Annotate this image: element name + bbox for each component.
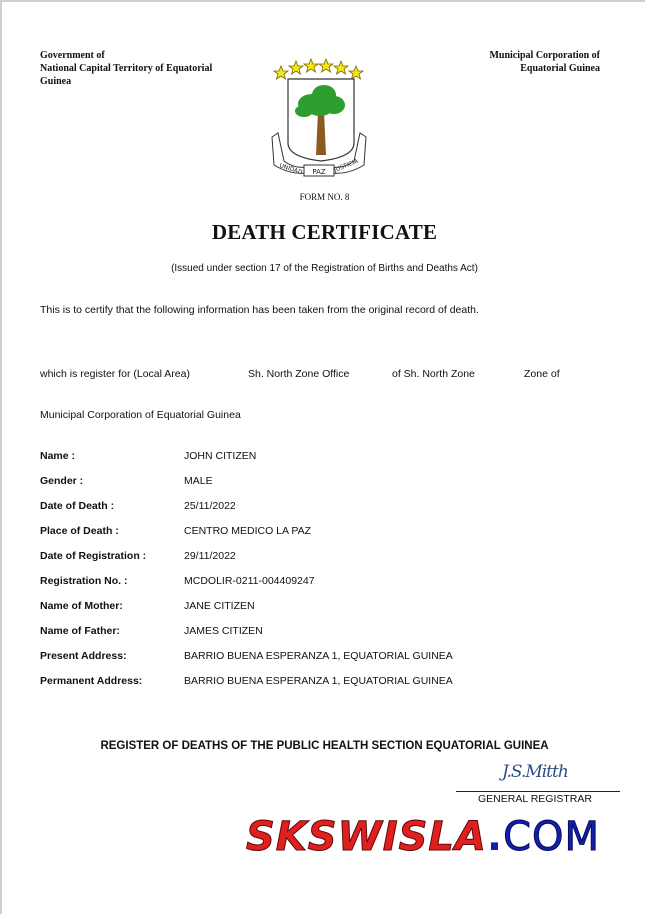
- motto-center: PAZ: [312, 168, 326, 176]
- motto-right: JUSTICIA: [333, 157, 360, 174]
- header-left-line: National Capital Territory of Equatorial: [40, 63, 213, 74]
- register-title: REGISTER OF DEATHS OF THE PUBLIC HEALTH SECTION EQUATORIAL GUINEA: [100, 740, 549, 752]
- field-value: JANE CITIZEN: [184, 600, 255, 612]
- area-zone: of Sh. North Zone: [392, 368, 475, 380]
- field-row-registration-no: [40, 575, 453, 600]
- document-title: DEATH CERTIFICATE: [211, 220, 438, 244]
- area-prefix: which is register for (Local Area): [40, 368, 190, 380]
- field-value: JAMES CITIZEN: [184, 625, 263, 637]
- field-label: Registration No. :: [40, 575, 128, 587]
- field-value: MALE: [184, 475, 213, 487]
- watermark-tld: COM: [503, 814, 601, 860]
- field-row-mother: [40, 600, 453, 625]
- field-row-permanent-address: [40, 675, 453, 700]
- certificate-fields: [40, 450, 453, 700]
- area-zone-of: Zone of: [524, 368, 560, 380]
- field-label: Present Address:: [40, 650, 127, 662]
- field-value: JOHN CITIZEN: [184, 450, 257, 462]
- area-office: Sh. North Zone Office: [248, 368, 350, 380]
- star-icon: [349, 66, 363, 79]
- header-left-line: Guinea: [40, 76, 72, 87]
- certify-statement: This is to certify that the following information has been taken from the original record of death.: [40, 304, 479, 316]
- watermark-dot: .: [486, 814, 504, 860]
- header-right-line: Equatorial Guinea: [520, 63, 600, 74]
- field-value: BARRIO BUENA ESPERANZA 1, EQUATORIAL GUINEA: [184, 675, 453, 687]
- motto-left: UNIDAD: [278, 162, 304, 177]
- stars-group: [274, 59, 363, 79]
- field-row-date-of-death: [40, 500, 453, 525]
- field-label: Name of Mother:: [40, 600, 123, 612]
- field-label: Place of Death :: [40, 525, 119, 537]
- field-label: Name of Father:: [40, 625, 120, 637]
- field-row-father: [40, 625, 453, 650]
- form-number: FORM NO. 8: [299, 192, 350, 202]
- star-icon: [274, 66, 288, 79]
- field-value: MCDOLIR-0211-004409247: [184, 575, 315, 587]
- field-label: Name :: [40, 450, 76, 462]
- field-row-name: [40, 450, 453, 475]
- document-subtitle: (Issued under section 17 of the Registration of Births and Deaths Act): [171, 263, 478, 274]
- signature-title: GENERAL REGISTRAR: [478, 793, 592, 805]
- star-icon: [304, 59, 318, 72]
- field-row-present-address: [40, 650, 453, 675]
- watermark: [246, 814, 600, 860]
- star-icon: [289, 61, 303, 74]
- field-label: Date of Registration :: [40, 550, 147, 562]
- field-value: 25/11/2022: [184, 500, 236, 512]
- field-value: BARRIO BUENA ESPERANZA 1, EQUATORIAL GUINEA: [184, 650, 453, 662]
- registrar-signature: J.S.Mitth: [502, 762, 568, 782]
- field-value: CENTRO MEDICO LA PAZ: [184, 525, 311, 537]
- field-row-date-of-registration: [40, 550, 453, 575]
- field-label: Gender :: [40, 475, 84, 487]
- municipality-line: Municipal Corporation of Equatorial Guinea: [40, 409, 241, 421]
- field-label: Permanent Address:: [40, 675, 143, 687]
- header-municipal: [489, 49, 600, 75]
- coat-of-arms-icon: [264, 57, 374, 182]
- header-left-line: Government of: [40, 50, 105, 61]
- field-row-gender: [40, 475, 453, 500]
- watermark-name: SKSWISLA: [246, 814, 487, 860]
- header-government: [40, 49, 212, 88]
- header-right-line: Municipal Corporation of: [489, 50, 600, 61]
- field-value: 29/11/2022: [184, 550, 236, 562]
- field-label: Date of Death :: [40, 500, 115, 512]
- signature-line: [456, 791, 620, 792]
- star-icon: [334, 61, 348, 74]
- star-icon: [319, 59, 333, 72]
- field-row-place-of-death: [40, 525, 453, 550]
